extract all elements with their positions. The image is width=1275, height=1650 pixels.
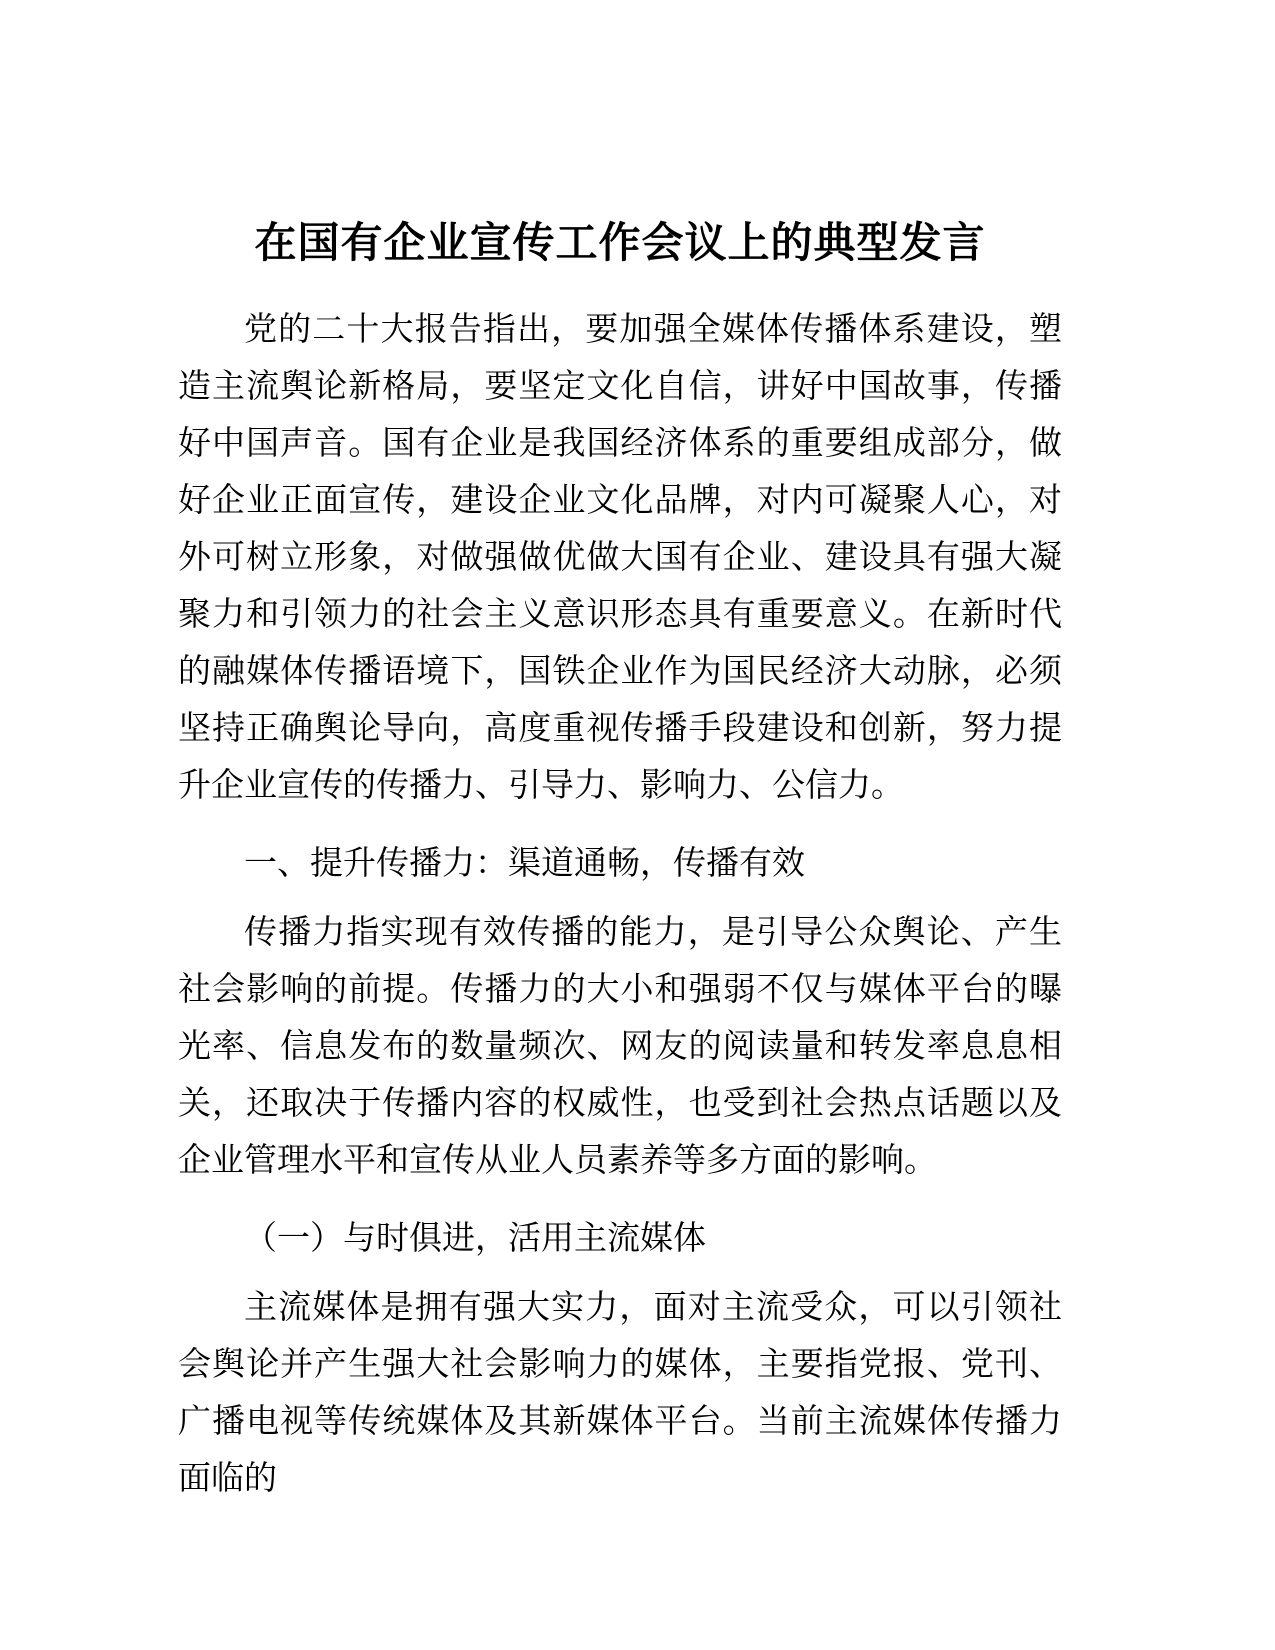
- body-paragraph: 党的二十大报告指出，要加强全媒体传播体系建设，塑造主流舆论新格局，要坚定文化自信，讲好中国故事，传播好中国声音。国有企业是我国经济体系的重要组成部分，做好企业正面宣传，建设企业文化品牌，对内可凝聚人心，对外可树立形象，对做强做优做大国有企业、建设具有强大凝聚力和引领力的社会主义意识形态具有重要意义。在新时代的融媒体传播语境下，国铁企业作为国民经济大动脉，必须坚持正确舆论导向，高度重视传播手段建设和创新，努力提升企业宣传的传播力、引导力、影响力、公信力。: [178, 310, 1062, 803]
- section-heading-1: 一、提升传播力：渠道通畅，传播有效: [244, 844, 805, 881]
- body-paragraph: 传播力指实现有效传播的能力，是引导公众舆论、产生社会影响的前提。传播力的大小和强弱不仅与媒体平台的曝光率、信息发布的数量频次、网友的阅读量和转发率息息相关，还取决于传播内容的权威性，也受到社会热点话题以及企业管理水平和宣传从业人员素养等多方面的影响。: [178, 913, 1062, 1178]
- body-paragraph: 主流媒体是拥有强大实力，面对主流受众，可以引领社会舆论并产生强大社会影响力的媒体，主要指党报、党刊、广播电视等传统媒体及其新媒体平台。当前主流媒体传播力面临的: [178, 1288, 1062, 1496]
- document-title: 在国有企业宣传工作会议上的典型发言: [254, 219, 986, 266]
- subsection-heading-1: （一）与时俱进，活用主流媒体: [244, 1219, 706, 1256]
